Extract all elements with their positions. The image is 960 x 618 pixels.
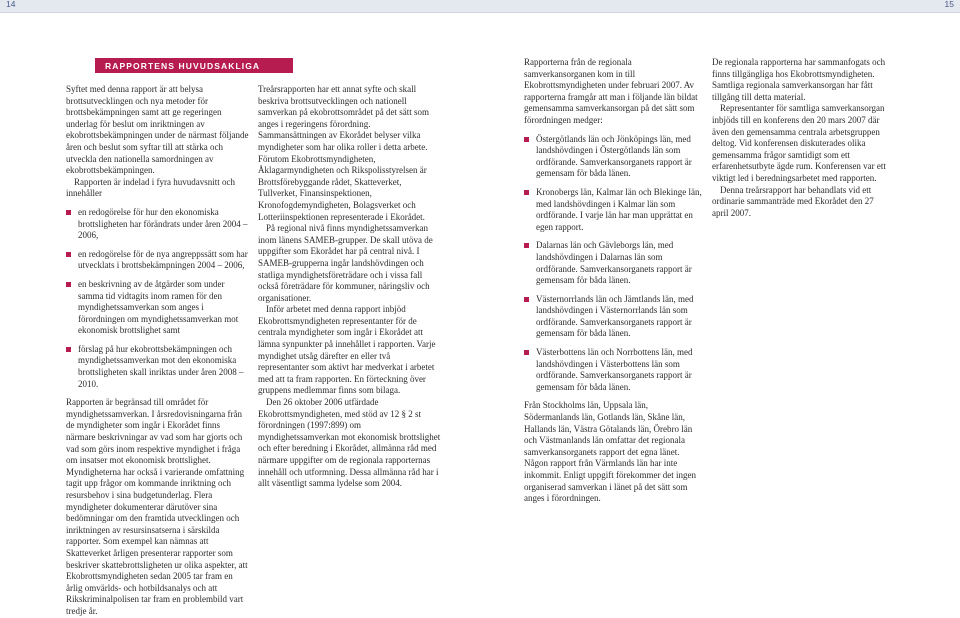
- col3-outro: Från Stockholms län, Uppsala län, Södermanlands län, Gotlands län, Skåne län, Hallands län, Västra Götalands län, Örebro län och Västmanlands län omfattar det regionala samverkansorganets rapport det egna länet. Någon rapport från Värmlands län har inte inkommit. Enligt uppgift förekommer det ingen organiserad samverkan i länet på det sätt som anges i förordningen.: [524, 400, 696, 504]
- page-number-right: 15: [944, 0, 954, 9]
- square-bullet-icon: [524, 190, 529, 195]
- col3-intro: Rapporterna från de regionala samverkansorganen kom in till Ekobrottsmyndigheten under februari 2007. Av rapporterna framgår att man i följande län bildat gemensamma samverkansorgan på det sätt som förordningen medger:: [524, 57, 698, 125]
- square-bullet-icon: [524, 243, 529, 248]
- list-item: Västerbottens län och Norrbottens län, med landshövdingen i Västerbottens län som ordförande. Samverkansorganets rapport är gemensam för båda länen.: [524, 347, 704, 393]
- square-bullet-icon: [66, 347, 71, 352]
- column-1: [66, 84, 249, 618]
- col2-p2: På regional nivå finns myndighetssamverkan inom länens SAMEB-grupper. De skall utöva de uppgifter som Ekorådet har på central nivå. I SAMEB-grupperna ingår landshövdingen och statliga myndighetsföreträdare och i vissa fall också företrädare för kommuner, näringsliv och organisationer.: [258, 223, 433, 303]
- square-bullet-icon: [66, 252, 71, 257]
- section-title: RAPPORTENS HUVUDSAKLIGA INRIKTNING: [105, 61, 260, 85]
- list-item: Östergötlands län och Jönköpings län, med landshövdingen i Östergötlands län som ordförande. Samverkansorganets rapport är gemensam för båda länen.: [524, 134, 704, 180]
- square-bullet-icon: [66, 210, 71, 215]
- column-2: [258, 84, 441, 490]
- column-3: [524, 57, 704, 505]
- square-bullet-icon: [524, 350, 529, 355]
- col2-p3: Inför arbetet med denna rapport inbjöd Ekobrottsmyndigheten representanter för de centrala myndigheter som ingår i Ekorådet att lämna synpunkter på innehållet i rapporten. Varje myndighet utsåg därefter en eller två representanter som aktivt har medverkat i arbetet med att ta fram rapporten. En förteckning över gruppens medlemmar finns som bilaga.: [258, 304, 436, 396]
- page-number-left: 14: [6, 0, 16, 9]
- col4-p3: Denna treårsrapport har behandlats vid ett ordinarie sammanträde med Ekorådet den 27 april 2007.: [712, 184, 874, 218]
- col1-bullet-list: [66, 207, 249, 390]
- list-item: Dalarnas län och Gävleborgs län, med landshövdingen i Dalarnas län som ordförande. Samverkansorganets rapport är gemensam för båda länen.: [524, 240, 704, 286]
- col1-limit: Rapporten är begränsad till området för myndighetssamverkan. I årsredovisningarna från de myndigheter som ingår i Ekorådet finns närmare beskrivningar av vad som har gjorts och vad som görs inom respektive myndighet i fråga om insatser mot ekonomisk brottslighet. Myndigheterna har också i varierande omfattning tagit upp frågor om kommande inriktning och resursbehov i sina budgetunderlag. Flera myndigheter dokumenterar därutöver sina bedömningar om den framtida utvecklingen och inriktningen av resursinsatserna i särskilda rapporter. Som exempel kan nämnas att Skatteverket årligen presenterar rapporter som beskriver skattebrottsligheten ur olika aspekter, att Ekobrottsmyndigheten sedan 2005 tar fram en årlig omvärlds- och hotbildsanalys och att Rikskriminalpolisen tar fram en problembild vart tredje år.: [66, 397, 248, 616]
- list-item: förslag på hur ekobrottsbekämpningen och myndighetssamverkan mot den ekonomiska brottsligheten skall inriktas under åren 2008 – 2010.: [66, 344, 249, 390]
- col2-p4: Den 26 oktober 2006 utfärdade Ekobrottsmyndigheten, med stöd av 12 § 2 st förordningen (1997:899) om myndighetssamverkan mot ekonomisk brottslighet och efter beredning i Ekorådet, allmänna råd med närmare uppgifter om de regionala rapporternas innehåll och utformning. Dessa allmänna råd har i allt väsentligt samma lydelse som 2004.: [258, 397, 441, 489]
- page-top-band: [0, 0, 960, 13]
- column-4: [712, 57, 892, 219]
- list-item: en redogörelse för hur den ekonomiska brottsligheten har förändrats under åren 2004 – 2006,: [66, 207, 249, 242]
- list-item: en redogörelse för de nya angreppssätt som har utvecklats i brottsbekämpningen 2004 – 2006,: [66, 249, 249, 272]
- list-item: en beskrivning av de åtgärder som under samma tid vidtagits inom ramen för den myndighetssamverkan som anges i förordningen om myndighetssamverkan mot ekonomisk brottslighet samt: [66, 279, 249, 337]
- col1-lead: Rapporten är indelad i fyra huvudavsnitt och innehåller: [66, 176, 235, 199]
- col3-bullet-list: [524, 134, 704, 394]
- section-header-band: [95, 58, 293, 85]
- square-bullet-icon: [66, 282, 71, 287]
- square-bullet-icon: [524, 297, 529, 302]
- col4-p2: Representanter för samtliga samverkansorgan inbjöds till en konferens den 20 mars 2007 där även den gemensamma centrala arbetsgruppen deltog. Vid konferensen diskuterades olika gemensamma frågor samtidigt som ett erfarenhetsutbyte ägde rum. Konferensen var ett viktigt led i beredningsarbetet med rapporten.: [712, 103, 886, 183]
- list-item: Västernorrlands län och Jämtlands län, med landshövdingen i Västernorrlands län som ordförande. Samverkansorganets rapport är gemensam för båda länen.: [524, 294, 704, 340]
- square-bullet-icon: [524, 137, 529, 142]
- col4-p1: De regionala rapporterna har sammanfogats och finns tillgängliga hos Ekobrottsmyndigheten. Samtliga regionala samverkansorgan har fått tillgång till detta material.: [712, 57, 886, 102]
- col1-intro: Syftet med denna rapport är att belysa brottsutvecklingen och nya metoder för brottsbekämpningen samt att ge regeringen underlag för beslut om inriktningen av ekobrottsbekämpningen under de närmast följande åren och beslut som syftar till att stärka och utveckla den nationella samordningen av ekobrottsbekämpningen.: [66, 84, 249, 176]
- col2-p1: Treårsrapporten har ett annat syfte och skall beskriva brottsutvecklingen och nationell samverkan på ekobrottsområdet på det sätt som anges i regeringens förordning. Sammansättningen av Ekorådet belyser vilka myndigheter som har olika roller i detta arbete. Förutom Ekobrottsmyndigheten, Åklagarmyndigheten och Rikspolisstyrelsen är Brottsförebyggande rådet, Skatteverket, Tullverket, Finansinspektionen, Kronofogdemyndigheten, Bolagsverket och Lotteriinspektionen representerade i Ekorådet.: [258, 84, 429, 222]
- list-item: Kronobergs län, Kalmar län och Blekinge län, med landshövdingen i Kalmar län som ordförande. I varje län har man upprättat en egen rapport.: [524, 187, 704, 233]
